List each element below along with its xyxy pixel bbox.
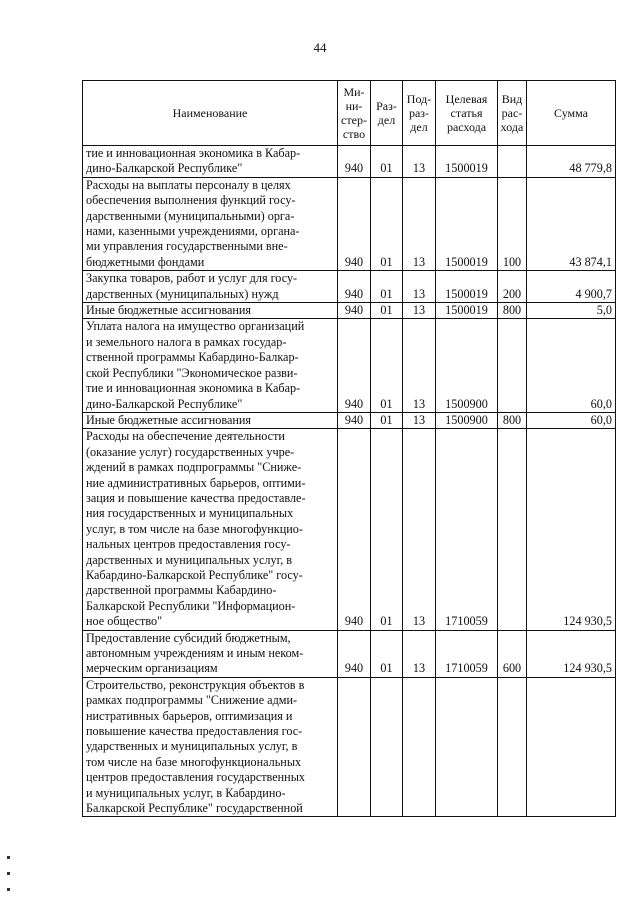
row-name: Иные бюджетные ассигнования [83,303,338,319]
table-header-row [83,81,616,146]
row-subsection: 13 [403,319,436,412]
row-name: Предоставление субсидий бюджетным, автономным учреждениям и иным неком- мерческим организациям [83,630,338,677]
scan-dot [7,872,10,875]
row-ministry: 940 [338,177,371,270]
row-expense-kind [498,146,527,178]
row-target-article: 1710059 [436,630,498,677]
row-sum: 4 900,7 [527,271,616,303]
row-expense-kind: 800 [498,412,527,428]
row-section: 01 [371,412,403,428]
row-sum [527,677,616,817]
row-sum: 43 874,1 [527,177,616,270]
row-sum: 60,0 [527,412,616,428]
row-expense-kind [498,429,527,630]
row-subsection: 13 [403,303,436,319]
header-name: Наименование [83,81,338,146]
scan-dot [7,856,10,859]
row-expense-kind: 100 [498,177,527,270]
row-ministry: 940 [338,146,371,178]
row-sum: 60,0 [527,319,616,412]
row-target-article: 1500900 [436,412,498,428]
budget-table [82,80,616,817]
row-section: 01 [371,319,403,412]
row-target-article: 1500019 [436,146,498,178]
row-subsection: 13 [403,412,436,428]
row-sum: 124 930,5 [527,429,616,630]
row-ministry: 940 [338,630,371,677]
row-name: Уплата налога на имущество организаций и земельного налога в рамках государ- ственной программы Кабардино-Балкар- ской Республики "Экономическое разви- тие и инновационная экономика в Кабар- дино-Балкарской Республике" [83,319,338,412]
row-subsection [403,677,436,817]
row-section: 01 [371,271,403,303]
row-expense-kind: 200 [498,271,527,303]
table-row [83,146,616,178]
header-subsection: Под- раз- дел [403,81,436,146]
row-ministry: 940 [338,412,371,428]
row-subsection: 13 [403,146,436,178]
row-subsection: 13 [403,429,436,630]
table-row [83,303,616,319]
row-ministry: 940 [338,271,371,303]
header-sum: Сумма [527,81,616,146]
row-expense-kind [498,319,527,412]
scan-dot [7,888,10,891]
row-target-article: 1500019 [436,303,498,319]
table-row [83,271,616,303]
row-subsection: 13 [403,271,436,303]
row-section: 01 [371,146,403,178]
row-ministry [338,677,371,817]
row-section: 01 [371,429,403,630]
table-row [83,412,616,428]
row-subsection: 13 [403,630,436,677]
row-section: 01 [371,630,403,677]
row-target-article: 1500019 [436,177,498,270]
row-subsection: 13 [403,177,436,270]
row-section: 01 [371,303,403,319]
row-sum: 5,0 [527,303,616,319]
row-target-article: 1500019 [436,271,498,303]
row-expense-kind: 800 [498,303,527,319]
table-row [83,677,616,817]
row-expense-kind [498,677,527,817]
row-name: Расходы на выплаты персоналу в целях обеспечения выполнения функций госу- дарственными (муниципальными) орга- нами, казенными учреждениями, органа- ми управления государственными вне- бюджетными фондами [83,177,338,270]
row-sum: 48 779,8 [527,146,616,178]
table-row [83,319,616,412]
row-target-article [436,677,498,817]
row-name: Иные бюджетные ассигнования [83,412,338,428]
row-expense-kind: 600 [498,630,527,677]
row-sum: 124 930,5 [527,630,616,677]
row-ministry: 940 [338,303,371,319]
table-row [83,630,616,677]
row-ministry: 940 [338,429,371,630]
row-name: Закупка товаров, работ и услуг для госу- дарственных (муниципальных) нужд [83,271,338,303]
header-section: Раз- дел [371,81,403,146]
row-ministry: 940 [338,319,371,412]
row-section [371,677,403,817]
header-target-article: Целевая статья расхода [436,81,498,146]
row-target-article: 1710059 [436,429,498,630]
header-ministry: Ми- ни- стер- ство [338,81,371,146]
row-section: 01 [371,177,403,270]
table-row [83,429,616,630]
table-row [83,177,616,270]
row-name: Строительство, реконструкция объектов в рамках подпрограммы "Снижение адми- нистративных барьеров, оптимизация и повышение качества предоставления гос- ударственных и муниципальных услуг, в том числе на базе многофункциональных центров предоставления государственных и муниципальных услуг, в Кабардино- Балкарской Республике" государственной [83,677,338,817]
page-number: 44 [313,40,327,55]
row-target-article: 1500900 [436,319,498,412]
row-name: Расходы на обеспечение деятельности (оказание услуг) государственных учре- ждений в рамках подпрограммы "Сниже- ние административных барьеров, оптими- зация и повышение качества предоставле- ния государственных и муниципальных услуг, в том числе на базе многофункцио- нальных центров предоставления госу- дарственных и муниципальных услуг, в Кабардино-Балкарской Республике" госу- дарственной программы Кабардино- Балкарской Республики "Информацион- ное общество" [83,429,338,630]
row-name: тие и инновационная экономика в Кабар- дино-Балкарской Республике" [83,146,338,178]
header-expense-kind: Вид рас- хода [498,81,527,146]
